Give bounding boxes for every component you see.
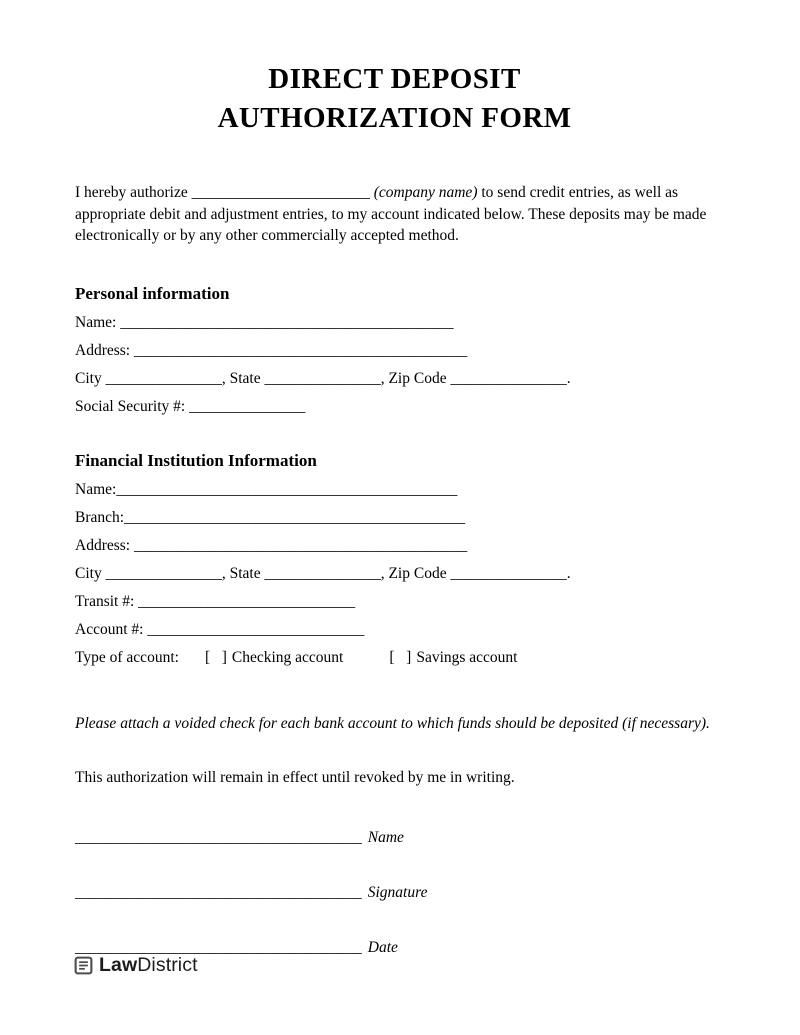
personal-ssn-blank[interactable]: _______________ [189,398,306,415]
separator-period: . [566,370,571,387]
signature-name-row [75,829,714,847]
voided-check-note: Please attach a voided check for each bank account to which funds should be deposited (if necessary). [75,714,710,732]
title-line-2: AUTHORIZATION FORM [217,102,572,134]
lawdistrict-logo [73,954,198,977]
financial-account-row [75,621,714,639]
financial-branch-blank[interactable]: ____________________________________________ [124,509,466,526]
signature-date-label: Date [367,938,398,956]
signature-signature-row [75,884,714,902]
personal-zip-blank[interactable]: _______________ [450,370,567,387]
separator-comma: , [380,565,385,582]
checking-account-checkbox[interactable]: [ ] [204,649,227,666]
financial-zip-label: Zip Code [388,565,447,582]
financial-name-row [75,481,714,499]
brand-name [99,954,198,977]
page-title [75,60,714,138]
company-name-blank[interactable]: _______________________ [191,184,370,201]
financial-city-state-zip-row [75,565,714,583]
brand-name-district: District [137,954,198,976]
financial-branch-row [75,509,714,527]
financial-zip-blank[interactable]: _______________ [450,565,567,582]
personal-city-label: City [75,370,102,387]
financial-state-blank[interactable]: _______________ [264,565,381,582]
separator-comma: , [221,565,226,582]
intro-lead: I hereby authorize [75,184,188,201]
personal-address-blank[interactable]: ___________________________________________ [133,342,468,359]
financial-city-blank[interactable]: _______________ [105,565,222,582]
financial-account-blank[interactable]: ____________________________ [147,621,365,638]
personal-information-heading: Personal information [75,283,230,303]
signature-signature-blank[interactable]: _____________________________________ [75,883,362,901]
personal-state-label: State [229,370,261,387]
personal-name-blank[interactable]: ___________________________________________ [120,314,454,331]
personal-address-row [75,342,714,360]
signature-signature-label: Signature [367,883,428,901]
personal-city-state-zip-row [75,370,714,388]
authorization-statement: This authorization will remain in effect until revoked by me in writing. [75,768,515,786]
separator-comma: , [380,370,385,387]
personal-name-row [75,314,714,332]
account-type-label: Type of account: [75,649,179,666]
financial-address-row [75,537,714,555]
financial-address-blank[interactable]: ___________________________________________ [133,537,468,554]
financial-name-label: Name: [75,481,117,498]
financial-transit-blank[interactable]: ____________________________ [138,593,356,610]
signature-date-blank[interactable]: _____________________________________ [75,938,362,956]
personal-state-blank[interactable]: _______________ [264,370,381,387]
savings-account-checkbox[interactable]: [ ] [389,649,412,666]
title-line-1: DIRECT DEPOSIT [268,63,521,95]
personal-address-label: Address: [75,342,131,359]
document-icon [73,955,94,976]
separator-period: . [566,565,571,582]
intro-body: to send credit entries, as well as appropriate debit and adjustment entries, to my account indicated below. These deposits may be made electronically or by any other commercially accepted method. [75,184,707,244]
financial-state-label: State [229,565,261,582]
savings-account-label: Savings account [416,649,518,666]
financial-transit-row [75,593,714,611]
financial-branch-label: Branch: [75,509,125,526]
financial-account-label: Account #: [75,621,144,638]
financial-name-blank[interactable]: ____________________________________________ [116,481,458,498]
signature-name-blank[interactable]: _____________________________________ [75,828,362,846]
financial-institution-heading: Financial Institution Information [75,450,317,470]
financial-address-label: Address: [75,537,131,554]
signature-name-label: Name [367,828,404,846]
personal-city-blank[interactable]: _______________ [105,370,222,387]
personal-ssn-label: Social Security #: [75,398,186,415]
personal-zip-label: Zip Code [388,370,447,387]
financial-city-label: City [75,565,102,582]
personal-ssn-row [75,398,714,416]
account-type-row [75,649,714,667]
separator-comma: , [221,370,226,387]
brand-name-law: Law [99,954,138,976]
intro-paragraph [75,182,714,247]
financial-transit-label: Transit #: [75,593,135,610]
checking-account-label: Checking account [231,649,344,666]
company-name-hint: (company name) [373,184,478,201]
personal-name-label: Name: [75,314,117,331]
